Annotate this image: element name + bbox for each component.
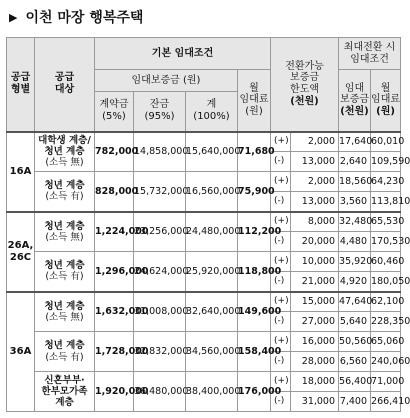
- target-cell: 청년 계층 (소득 有): [35, 252, 95, 292]
- contract-cell: 1,632,000: [95, 292, 134, 332]
- contract-cell: 1,728,000: [95, 332, 134, 372]
- header-total: 계 (100%): [186, 92, 238, 132]
- contract-cell: 1,296,000: [95, 252, 134, 292]
- balance-cell: 36,480,000: [134, 372, 186, 412]
- table-row: [7, 252, 401, 272]
- limit-cell: 13,000: [291, 192, 339, 212]
- total-cell: 38,400,000: [186, 372, 238, 412]
- limit-cell: 27,000: [291, 312, 339, 332]
- max-deposit-cell: 17,640: [339, 132, 371, 152]
- sign-cell: (+): [271, 252, 291, 272]
- sign-cell: (+): [271, 372, 291, 392]
- header-contract: 계약금 (5%): [95, 92, 134, 132]
- table-row: [7, 212, 401, 232]
- rent-cell: 118,800: [238, 252, 271, 292]
- sign-cell: (-): [271, 232, 291, 252]
- balance-cell: 24,624,000: [134, 252, 186, 292]
- max-deposit-cell: 50,560: [339, 332, 371, 352]
- sign-cell: (-): [271, 312, 291, 332]
- max-rent-cell: 180,050: [371, 272, 401, 292]
- header-basic-conditions: 기본 임대조건: [95, 38, 271, 70]
- target-cell: 청년 계층 (소득 有): [35, 172, 95, 212]
- limit-cell: 8,000: [291, 212, 339, 232]
- table-row: [7, 292, 401, 312]
- max-rent-cell: 266,410: [371, 392, 401, 412]
- sign-cell: (+): [271, 332, 291, 352]
- header-max-deposit: 임대 보증금 (천원): [339, 70, 371, 132]
- limit-cell: 2,000: [291, 172, 339, 192]
- header-balance: 잔금 (95%): [134, 92, 186, 132]
- max-deposit-cell: 32,480: [339, 212, 371, 232]
- sign-cell: (-): [271, 392, 291, 412]
- max-rent-cell: 60,010: [371, 132, 401, 152]
- header-conversion-limit: 전환가능 보증금 한도액 (천원): [271, 38, 339, 132]
- max-rent-cell: 62,100: [371, 292, 401, 312]
- limit-cell: 10,000: [291, 252, 339, 272]
- target-cell: 청년 계층 (소득 有): [35, 332, 95, 372]
- target-cell: 신혼부부· 한부모가족 계층: [35, 372, 95, 412]
- limit-cell: 20,000: [291, 232, 339, 252]
- table-row: [7, 372, 401, 392]
- balance-cell: 14,858,000: [134, 132, 186, 172]
- rent-cell: 75,900: [238, 172, 271, 212]
- balance-cell: 23,256,000: [134, 212, 186, 252]
- limit-cell: 15,000: [291, 292, 339, 312]
- header-max-rent: 월 임대료 (원): [371, 70, 401, 132]
- target-cell: 대학생 계층/ 청년 계층 (소득 無): [35, 132, 95, 172]
- rental-conditions-table: [6, 37, 410, 412]
- sign-cell: (+): [271, 172, 291, 192]
- rent-cell: 149,600: [238, 292, 271, 332]
- limit-cell: 18,000: [291, 372, 339, 392]
- unit-type-cell: 16A: [7, 132, 35, 212]
- sign-cell: (-): [271, 272, 291, 292]
- contract-cell: 782,000: [95, 132, 134, 172]
- max-deposit-cell: 7,400: [339, 392, 371, 412]
- table-row: [7, 332, 401, 352]
- limit-cell: 31,000: [291, 392, 339, 412]
- triangle-right-icon: ▶: [9, 10, 18, 24]
- max-rent-cell: 64,230: [371, 172, 401, 192]
- header-max-conversion: 최대전환 시 임대조건: [339, 38, 401, 70]
- max-rent-cell: 65,060: [371, 332, 401, 352]
- target-cell: 청년 계층 (소득 無): [35, 292, 95, 332]
- contract-cell: 1,224,000: [95, 212, 134, 252]
- max-rent-cell: 65,530: [371, 212, 401, 232]
- header-monthly-rent: 월 임대료 (원): [238, 70, 271, 132]
- max-deposit-cell: 3,560: [339, 192, 371, 212]
- balance-cell: 32,832,000: [134, 332, 186, 372]
- sign-cell: (-): [271, 352, 291, 372]
- max-rent-cell: 170,530: [371, 232, 401, 252]
- sign-cell: (+): [271, 132, 291, 152]
- max-deposit-cell: 6,560: [339, 352, 371, 372]
- contract-cell: 828,000: [95, 172, 134, 212]
- limit-cell: 21,000: [291, 272, 339, 292]
- header-deposit: 임대보증금 (원): [95, 70, 238, 92]
- unit-type-cell: 26A, 26C: [7, 212, 35, 292]
- balance-cell: 15,732,000: [134, 172, 186, 212]
- header-supply-target: 공급 대상: [35, 38, 95, 132]
- max-deposit-cell: 56,400: [339, 372, 371, 392]
- table-row: [7, 172, 401, 192]
- max-rent-cell: 109,590: [371, 152, 401, 172]
- max-deposit-cell: 35,920: [339, 252, 371, 272]
- rent-cell: 176,000: [238, 372, 271, 412]
- target-cell: 청년 계층 (소득 無): [35, 212, 95, 252]
- page-title: [9, 6, 143, 28]
- max-deposit-cell: 4,480: [339, 232, 371, 252]
- max-deposit-cell: 47,640: [339, 292, 371, 312]
- unit-type-cell: 36A: [7, 292, 35, 412]
- max-deposit-cell: 5,640: [339, 312, 371, 332]
- total-cell: 32,640,000: [186, 292, 238, 332]
- max-rent-cell: 113,810: [371, 192, 401, 212]
- total-cell: 34,560,000: [186, 332, 238, 372]
- rent-cell: 71,680: [238, 132, 271, 172]
- max-deposit-cell: 2,640: [339, 152, 371, 172]
- total-cell: 16,560,000: [186, 172, 238, 212]
- contract-cell: 1,920,000: [95, 372, 134, 412]
- sign-cell: (+): [271, 212, 291, 232]
- max-rent-cell: 71,000: [371, 372, 401, 392]
- max-deposit-cell: 18,560: [339, 172, 371, 192]
- max-deposit-cell: 4,920: [339, 272, 371, 292]
- total-cell: 24,480,000: [186, 212, 238, 252]
- sign-cell: (-): [271, 152, 291, 172]
- table-row: [7, 132, 401, 152]
- total-cell: 15,640,000: [186, 132, 238, 172]
- page-title-text: 이천 마장 행복주택: [25, 10, 144, 26]
- sign-cell: (+): [271, 292, 291, 312]
- sign-cell: (-): [271, 192, 291, 212]
- rent-cell: 112,200: [238, 212, 271, 252]
- total-cell: 25,920,000: [186, 252, 238, 292]
- limit-cell: 2,000: [291, 132, 339, 152]
- max-rent-cell: 228,350: [371, 312, 401, 332]
- balance-cell: 31,008,000: [134, 292, 186, 332]
- limit-cell: 28,000: [291, 352, 339, 372]
- limit-cell: 16,000: [291, 332, 339, 352]
- max-rent-cell: 60,460: [371, 252, 401, 272]
- rent-cell: 158,400: [238, 332, 271, 372]
- limit-cell: 13,000: [291, 152, 339, 172]
- max-rent-cell: 240,060: [371, 352, 401, 372]
- header-supply-type: 공급 형별: [7, 38, 35, 132]
